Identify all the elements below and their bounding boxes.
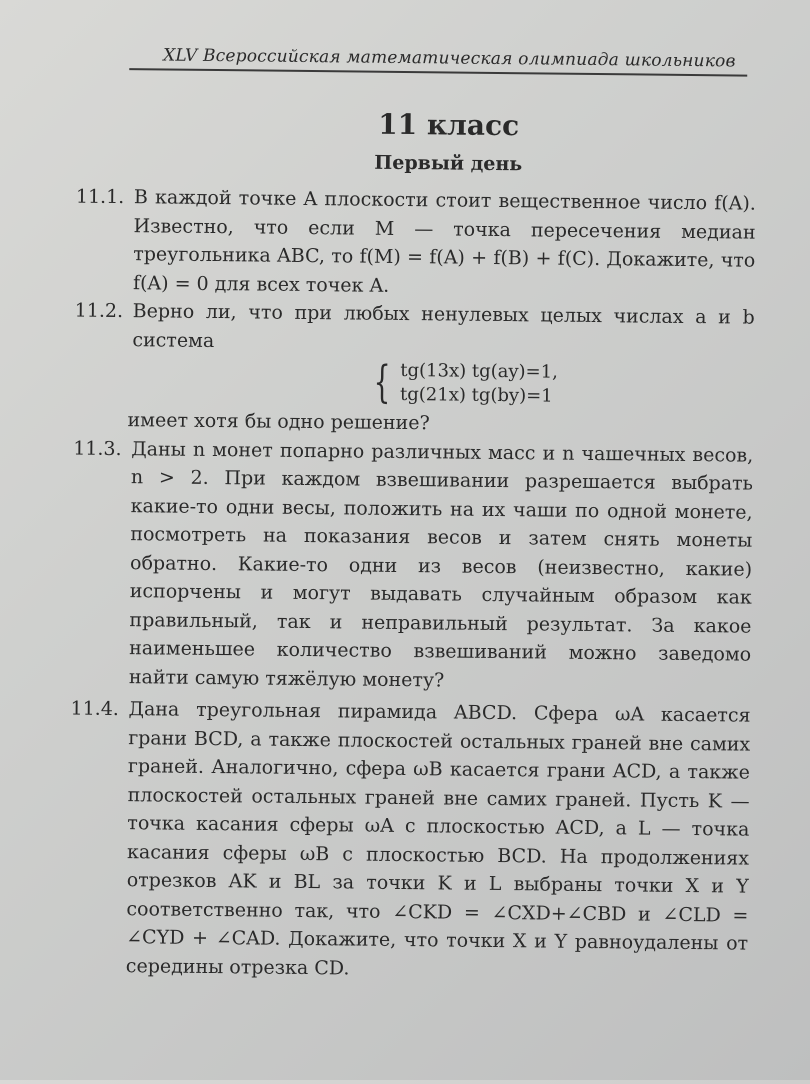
- problem-11-3: [71, 434, 754, 698]
- problem-number: 11.3.: [73, 437, 122, 460]
- problem-11-4: [68, 695, 751, 987]
- problem-11-2: [73, 297, 754, 442]
- problem-text: В каждой точке A плоскости стоит вещественное число f(A). Известно, что если M — точка пересечения медиан треугольника ABC, то f(M) = f(A) + f(B) + f(C). Докажите, что f(A) = 0 для всех точек A.: [132, 186, 757, 297]
- problem-number: 11.4.: [70, 697, 120, 721]
- equation-system: [172, 357, 754, 411]
- class-title: 11 класс: [378, 107, 520, 143]
- day-title: Первый день: [374, 151, 523, 176]
- problem-text: Дана треугольная пирамида ABCD. Сфера ωA касается грани BCD, а также плоскостей остальных граней вне самих граней. Аналогично, сфера ωB касается грани ACD, а также плоскостей остальных граней вне самих граней. Пусть K — точка касания сферы ωA с плоскостью ACD, а L — точка касания сферы ωB с плоскостью BCD. На продолжениях отрезков AK и BL за точки K и L выбраны точки X и Y соответственно так, что ∠CKD = ∠CXD+∠CBD и ∠CLD = ∠CYD + ∠CAD. Докажите, что точки X и Y равноудалены от середины отрезка CD.: [125, 698, 751, 979]
- system-equation-1: tg(13x) tg(ay)=1,: [400, 359, 558, 383]
- problem-number: 11.1.: [75, 185, 125, 209]
- olympiad-header: XLV Всероссийская математическая олимпиада школьников: [163, 45, 736, 72]
- system-equation-2: tg(21x) tg(by)=1: [399, 383, 553, 407]
- system-lines: [400, 359, 558, 409]
- problem-text-continuation: имеет хотя бы одно решение?: [127, 409, 430, 435]
- problem-number: 11.2.: [74, 299, 124, 323]
- problem-text: Верно ли, что при любых ненулевых целых числах a и b система: [132, 300, 755, 352]
- problem-list: [68, 183, 756, 987]
- problem-text: Даны n монет попарно различных масс и n чашечных весов, n > 2. При каждом взвешивании разрешается выбрать какие-то одни весы, положить на их чаши по одной монете, посмотреть на показания весов и затем снять монеты обратно. Какие-то одни из весов (неизвестно, какие) испорчены и могут выдавать случайным образом как правильный, так и неправильный результат. За какое наименьшее количество взвешиваний можно заведомо найти самую тяжёлую монету?: [128, 437, 754, 691]
- left-brace: {: [373, 356, 391, 408]
- problem-11-1: [75, 183, 756, 304]
